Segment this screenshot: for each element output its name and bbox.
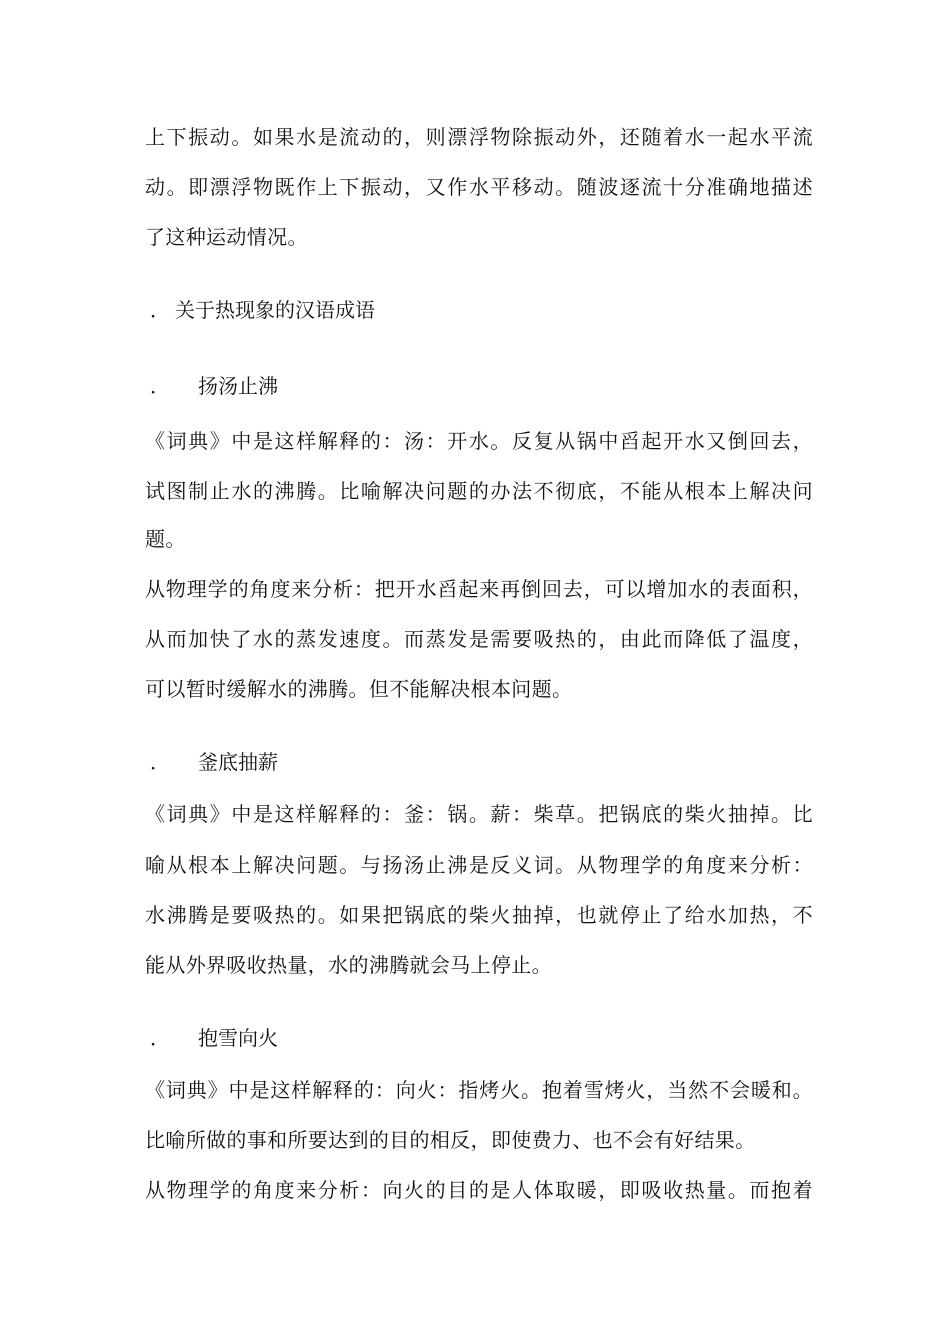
paragraph-line: 从物理学的角度来分析：把开水舀起来再倒回去，可以增加水的表面积， bbox=[145, 577, 813, 601]
paragraph-line: 从而加快了水的蒸发速度。而蒸发是需要吸热的，由此而降低了温度， bbox=[145, 627, 813, 651]
section-heading-marker: ． bbox=[150, 298, 170, 322]
paragraph-line: 从物理学的角度来分析：向火的目的是人体取暖，即吸收热量。而抱着 bbox=[145, 1178, 813, 1202]
paragraph-line: 水沸腾是要吸热的。如果把锅底的柴火抽掉，也就停止了给水加热，不 bbox=[145, 903, 813, 927]
paragraph-line: 了这种运动情况。 bbox=[145, 225, 308, 249]
paragraph-line: 喻从根本上解决问题。与扬汤止沸是反义词。从物理学的角度来分析： bbox=[145, 853, 813, 877]
paragraph-line: 《词典》中是这样解释的：汤：开水。反复从锅中舀起开水又倒回去， bbox=[145, 429, 813, 453]
section-heading: 关于热现象的汉语成语 bbox=[175, 298, 375, 322]
idiom-title: 扬汤止沸 bbox=[198, 374, 278, 398]
paragraph-line: 能从外界吸收热量，水的沸腾就会马上停止。 bbox=[145, 953, 552, 977]
idiom-marker: ． bbox=[150, 1026, 170, 1050]
paragraph-line: 《词典》中是这样解释的：向火：指烤火。抱着雪烤火，当然不会暖和。 bbox=[145, 1078, 813, 1102]
idiom-marker: ． bbox=[150, 374, 170, 398]
paragraph-line: 《词典》中是这样解释的：釜：锅。薪：柴草。把锅底的柴火抽掉。比 bbox=[145, 802, 813, 826]
paragraph-line: 可以暂时缓解水的沸腾。但不能解决根本问题。 bbox=[145, 677, 573, 701]
paragraph-line: 题。 bbox=[145, 527, 186, 551]
idiom-marker: ． bbox=[150, 750, 170, 774]
paragraph-line: 试图制止水的沸腾。比喻解决问题的办法不彻底，不能从根本上解决问 bbox=[145, 479, 813, 503]
idiom-title: 抱雪向火 bbox=[198, 1026, 278, 1050]
paragraph-line: 上下振动。如果水是流动的，则漂浮物除振动外，还随着水一起水平流 bbox=[145, 125, 813, 149]
idiom-title: 釜底抽薪 bbox=[198, 750, 278, 774]
paragraph-line: 比喻所做的事和所要达到的目的相反，即使费力、也不会有好结果。 bbox=[145, 1128, 756, 1152]
paragraph-line: 动。即漂浮物既作上下振动，又作水平移动。随波逐流十分准确地描述 bbox=[145, 175, 813, 199]
